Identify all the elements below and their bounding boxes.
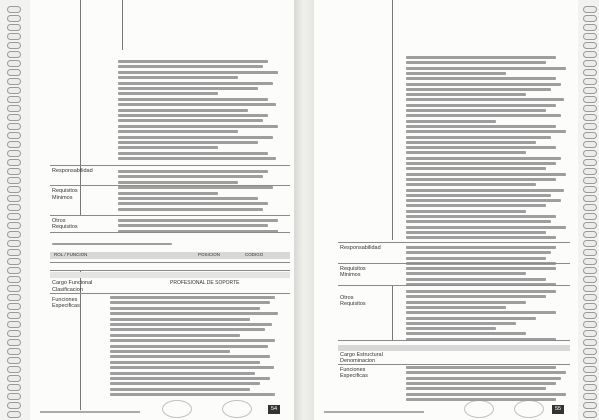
other-requisites-label: Otros <box>52 218 66 224</box>
text-line <box>406 311 556 314</box>
binder-ring <box>583 312 597 319</box>
text-line <box>406 290 556 293</box>
binder-ring <box>583 105 597 112</box>
page-footer <box>324 411 424 413</box>
binder-ring <box>583 33 597 40</box>
text-line <box>406 130 566 133</box>
text-line <box>110 355 270 358</box>
official-stamp <box>514 400 544 418</box>
text-line <box>118 71 278 74</box>
row-divider <box>50 270 290 271</box>
binder-ring <box>583 69 597 76</box>
text-line <box>118 141 258 144</box>
binder-ring <box>583 348 597 355</box>
text-line <box>406 382 556 385</box>
other-requisites-label: Otros <box>340 295 354 301</box>
binder-ring <box>7 15 21 22</box>
row-divider <box>338 340 570 341</box>
text-line <box>110 323 272 326</box>
text-line <box>406 83 561 86</box>
left-binder-rings <box>4 0 22 420</box>
requisites-label: Requisitos <box>340 266 366 272</box>
binder-ring <box>583 330 597 337</box>
text-line <box>118 197 258 200</box>
text-line <box>406 215 556 218</box>
functional-role-label: Cargo Funcional <box>52 280 93 286</box>
text-line <box>110 296 275 299</box>
text-line <box>406 120 496 123</box>
text-line <box>118 65 263 68</box>
text-line <box>110 382 260 385</box>
binder-ring <box>583 177 597 184</box>
right-page <box>314 0 578 420</box>
binder-ring <box>583 96 597 103</box>
text-line <box>118 103 276 106</box>
text-line <box>110 366 274 369</box>
text-line <box>406 77 556 80</box>
binder-ring <box>583 132 597 139</box>
text-line <box>406 146 556 149</box>
text-line <box>118 157 276 160</box>
responsibility-label: Responsabilidad <box>52 168 93 174</box>
binder-ring <box>7 186 21 193</box>
binder-ring <box>583 42 597 49</box>
binder-ring <box>583 168 597 175</box>
text-line <box>406 167 546 170</box>
binder-ring <box>583 24 597 31</box>
binder-ring <box>7 6 21 13</box>
binder-ring <box>583 231 597 238</box>
text-line <box>118 109 248 112</box>
binder-ring <box>7 303 21 310</box>
header-cell: CODIGO <box>245 252 264 257</box>
binder-ring <box>7 384 21 391</box>
table-right-border <box>122 0 123 50</box>
text-line <box>118 219 278 222</box>
binder-ring <box>7 330 21 337</box>
text-line <box>406 104 556 107</box>
header-cell: ROL / FUNCION <box>54 252 88 257</box>
text-line <box>118 92 218 95</box>
text-line <box>406 267 556 270</box>
functions-label-2: Especificas <box>340 373 368 379</box>
binder-ring <box>583 258 597 265</box>
binder-ring <box>7 285 21 292</box>
binder-ring <box>583 393 597 400</box>
text-line <box>118 208 263 211</box>
denomination-label: Denominacion <box>340 358 376 364</box>
text-line <box>406 332 526 335</box>
requisites-label-2: Minimos <box>52 195 73 201</box>
text-line <box>118 175 263 178</box>
text-line <box>110 328 265 331</box>
text-line <box>406 61 546 64</box>
binder-ring <box>7 78 21 85</box>
row-divider <box>50 185 290 186</box>
text-line <box>110 393 275 396</box>
binder-ring <box>7 114 21 121</box>
binder-ring <box>7 411 21 418</box>
row-divider <box>338 263 570 264</box>
text-line <box>110 372 255 375</box>
text-line <box>406 226 566 229</box>
binder-ring <box>583 159 597 166</box>
binder-ring <box>583 294 597 301</box>
other-requisites-label-2: Requisitos <box>340 301 366 307</box>
binder-ring <box>7 348 21 355</box>
text-line <box>406 67 566 70</box>
text-line <box>406 210 526 213</box>
text-line <box>118 152 268 155</box>
binder-ring <box>7 51 21 58</box>
binder-ring <box>583 384 597 391</box>
text-line <box>406 295 546 298</box>
other-requisites-label-2: Requisitos <box>52 224 78 230</box>
text-line <box>406 189 564 192</box>
binder-ring <box>7 339 21 346</box>
table-left-border-lower <box>392 285 393 340</box>
text-line <box>406 98 564 101</box>
text-line <box>110 318 250 321</box>
functions-label: Funciones <box>340 367 366 373</box>
binder-ring <box>7 132 21 139</box>
text-line <box>406 278 546 281</box>
text-line <box>406 199 561 202</box>
binder-ring <box>583 204 597 211</box>
text-line <box>406 72 506 75</box>
classification-label: Clasificacion <box>52 287 83 293</box>
text-line <box>110 350 230 353</box>
text-line <box>110 388 250 391</box>
functions-label: Funciones <box>52 297 78 303</box>
text-line <box>406 125 556 128</box>
text-line <box>406 393 566 396</box>
row-divider <box>338 242 570 243</box>
text-line <box>406 93 526 96</box>
binder-ring <box>7 105 21 112</box>
binder-ring <box>583 402 597 409</box>
binder-ring <box>583 276 597 283</box>
binder-ring <box>583 141 597 148</box>
page-number: 54 <box>268 405 280 414</box>
row-divider <box>50 293 290 294</box>
binder-ring <box>583 87 597 94</box>
text-line <box>406 322 516 325</box>
binder-ring <box>583 6 597 13</box>
text-line <box>406 194 551 197</box>
binder-ring <box>583 213 597 220</box>
page-gutter <box>294 0 314 420</box>
binder-ring <box>7 357 21 364</box>
binder-ring <box>7 240 21 247</box>
binder-ring <box>7 249 21 256</box>
header-cell: POSICION <box>198 252 221 257</box>
text-line <box>406 157 561 160</box>
binder-ring <box>7 204 21 211</box>
structural-position-label: Cargo Estructural <box>340 352 383 358</box>
text-line <box>110 345 268 348</box>
text-line <box>110 339 275 342</box>
text-line <box>406 231 546 234</box>
text-line <box>406 272 526 275</box>
right-binder-rings <box>580 0 598 420</box>
binder-ring <box>7 294 21 301</box>
binder-ring <box>7 150 21 157</box>
text-line <box>406 151 526 154</box>
section-caption <box>52 243 172 245</box>
binder-ring <box>7 60 21 67</box>
table-left-border <box>392 0 393 240</box>
binder-ring <box>7 42 21 49</box>
table-left-border <box>80 0 81 215</box>
binder-ring <box>583 78 597 85</box>
text-line <box>406 114 561 117</box>
binder-ring <box>583 303 597 310</box>
binder-ring <box>7 24 21 31</box>
text-line <box>406 136 551 139</box>
text-line <box>118 114 268 117</box>
responsibility-label: Responsabilidad <box>340 245 381 251</box>
binder-ring <box>7 87 21 94</box>
binder-ring <box>583 114 597 121</box>
text-line <box>406 88 551 91</box>
text-line <box>118 146 218 149</box>
row-divider <box>50 262 290 263</box>
text-line <box>406 246 556 249</box>
row-divider <box>338 285 570 286</box>
text-line <box>110 307 260 310</box>
binder-ring <box>7 321 21 328</box>
text-line <box>406 377 561 380</box>
text-line <box>406 306 506 309</box>
text-line <box>406 366 556 369</box>
text-line <box>118 119 263 122</box>
text-line <box>406 236 556 239</box>
text-line <box>110 377 270 380</box>
row-divider <box>338 364 570 365</box>
text-line <box>118 130 238 133</box>
row-divider <box>50 165 290 166</box>
binder-ring <box>7 267 21 274</box>
text-line <box>406 301 526 304</box>
text-line <box>406 173 566 176</box>
text-line <box>406 141 536 144</box>
requisites-label-2: Minimos <box>340 272 361 278</box>
binder-ring <box>7 33 21 40</box>
binder-ring <box>583 222 597 229</box>
binder-ring <box>583 249 597 256</box>
text-line <box>118 98 268 101</box>
binder-ring <box>7 393 21 400</box>
binder-ring <box>583 366 597 373</box>
text-line <box>406 183 536 186</box>
binder-ring <box>7 276 21 283</box>
text-line <box>110 361 260 364</box>
text-line <box>406 371 566 374</box>
official-stamp <box>464 400 494 418</box>
official-stamp <box>162 400 192 418</box>
text-line <box>406 109 546 112</box>
text-line <box>118 136 273 139</box>
text-line <box>110 301 270 304</box>
table-header <box>338 345 570 351</box>
binder-ring <box>7 96 21 103</box>
binder-ring <box>7 222 21 229</box>
binder-ring <box>583 195 597 202</box>
binder-ring <box>583 285 597 292</box>
left-page <box>30 0 294 420</box>
functions-label-2: Especificas <box>52 303 80 309</box>
text-line <box>406 162 556 165</box>
binder-ring <box>7 366 21 373</box>
binder-ring <box>7 231 21 238</box>
text-line <box>118 202 268 205</box>
text-line <box>118 87 258 90</box>
text-line <box>118 76 238 79</box>
text-line <box>406 257 546 260</box>
text-line <box>118 60 268 63</box>
text-line <box>118 186 273 189</box>
row-divider <box>50 232 290 233</box>
requisites-label: Requisitos <box>52 188 78 194</box>
binder-ring <box>583 339 597 346</box>
text-line <box>110 334 240 337</box>
binder-ring <box>7 177 21 184</box>
binder-ring <box>583 123 597 130</box>
binder-ring <box>583 321 597 328</box>
binder-ring <box>7 168 21 175</box>
binder-ring <box>7 141 21 148</box>
table-subheader <box>50 272 290 278</box>
binder-ring <box>7 69 21 76</box>
page-footer <box>40 411 140 413</box>
text-line <box>406 220 551 223</box>
text-line <box>406 204 546 207</box>
binder-ring <box>583 267 597 274</box>
binder-ring <box>7 375 21 382</box>
text-line <box>406 387 546 390</box>
binder-ring <box>7 213 21 220</box>
binder-ring <box>583 150 597 157</box>
text-line <box>118 82 273 85</box>
binder-ring <box>583 186 597 193</box>
text-line <box>406 327 496 330</box>
row-divider <box>50 215 290 216</box>
text-line <box>110 312 278 315</box>
binder-ring <box>7 312 21 319</box>
binder-ring <box>7 123 21 130</box>
text-line <box>406 56 556 59</box>
binder-ring <box>583 60 597 67</box>
binder-ring <box>7 402 21 409</box>
binder-ring <box>7 195 21 202</box>
text-line <box>118 181 238 184</box>
text-line <box>406 317 536 320</box>
text-line <box>406 178 556 181</box>
functional-role-value: PROFESIONAL DE SOPORTE <box>170 280 240 286</box>
binder-ring <box>7 258 21 265</box>
binder-ring <box>7 159 21 166</box>
binder-ring <box>583 240 597 247</box>
text-line <box>406 251 551 254</box>
official-stamp <box>222 400 252 418</box>
text-line <box>118 125 278 128</box>
binder-ring <box>583 411 597 418</box>
text-line <box>118 224 268 227</box>
text-line <box>118 192 218 195</box>
page-number: 55 <box>552 405 564 414</box>
binder-ring <box>583 15 597 22</box>
text-line <box>118 170 268 173</box>
binder-ring <box>583 357 597 364</box>
binder-ring <box>583 51 597 58</box>
binder-ring <box>583 375 597 382</box>
